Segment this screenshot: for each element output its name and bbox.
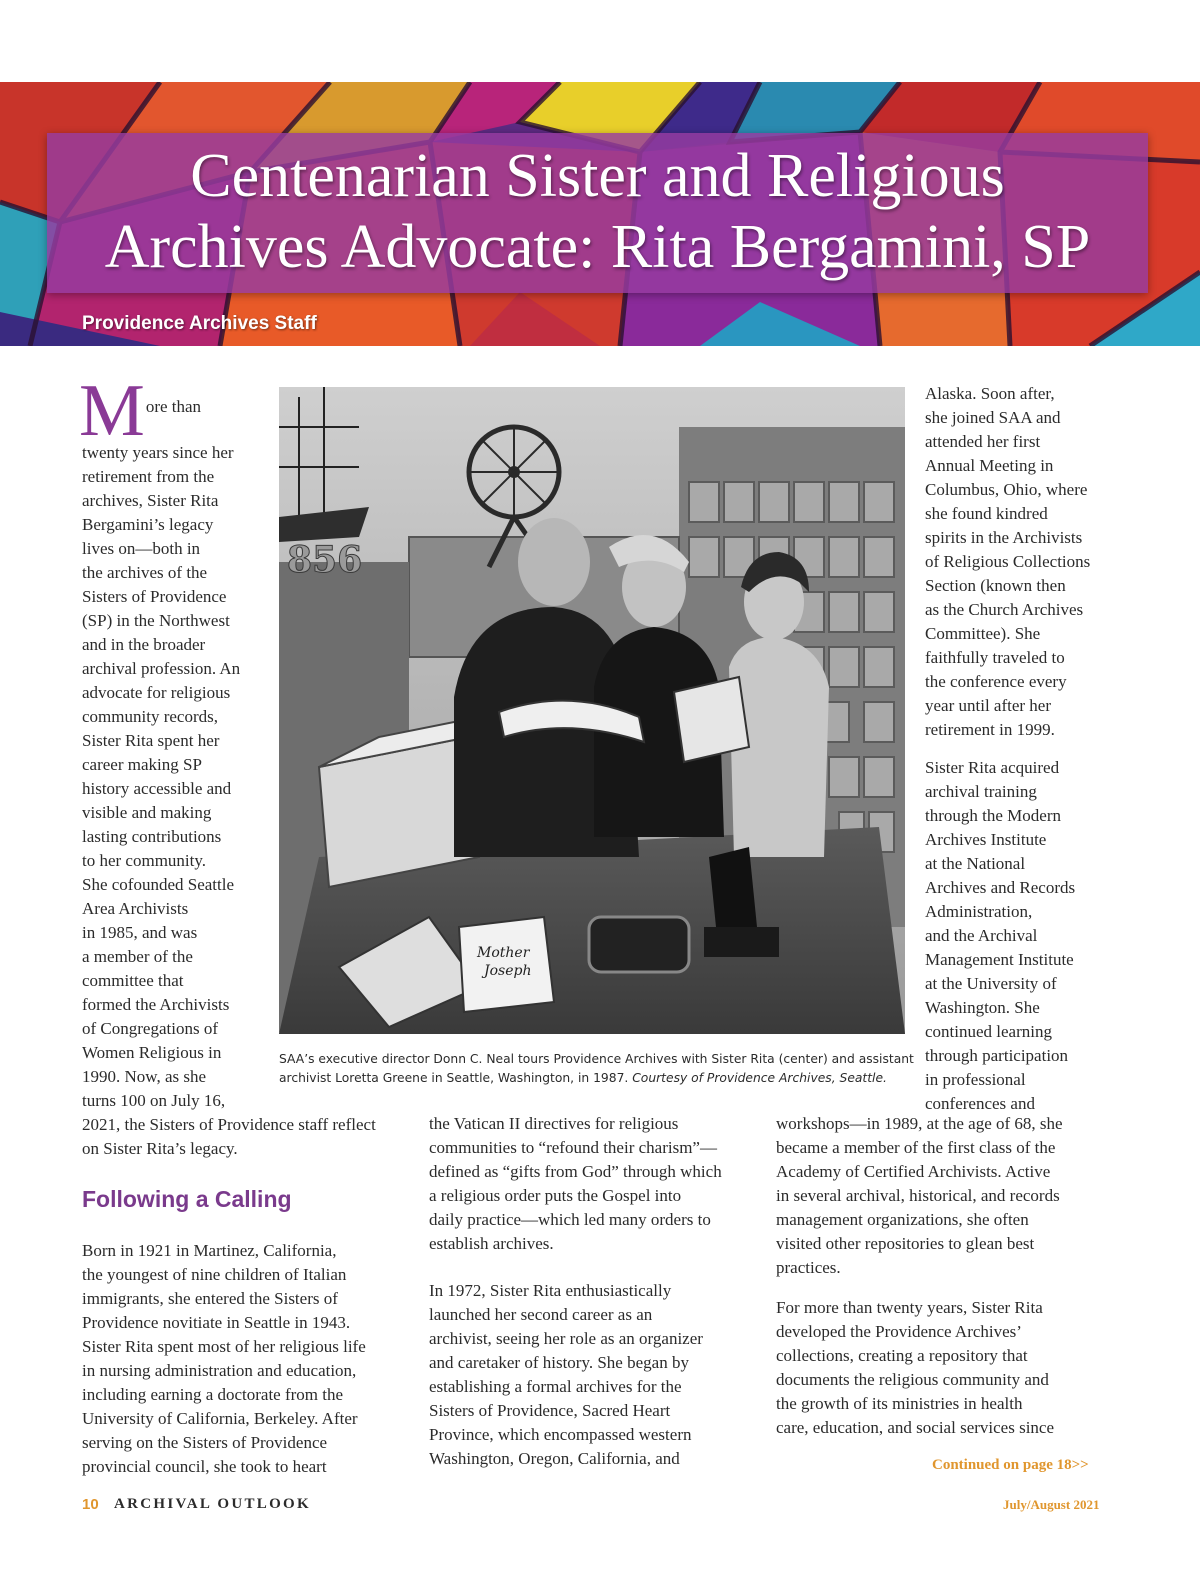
text-line: of Religious Collections — [925, 552, 1091, 571]
text-line: Annual Meeting in — [925, 456, 1054, 475]
text-line: Archives Institute — [925, 830, 1047, 849]
text-line: in nursing administration and education, — [82, 1361, 357, 1380]
text-line: Sister Rita spent her — [82, 731, 220, 750]
text-line: turns 100 on July 16, — [82, 1091, 226, 1110]
text-line: the Vatican II directives for religious — [429, 1114, 679, 1133]
drop-cap: M — [79, 370, 145, 452]
text-line: documents the religious community and — [776, 1370, 1049, 1389]
text-line: community records, — [82, 707, 218, 726]
text-line: Section (known then — [925, 576, 1066, 595]
text-line: and in the broader — [82, 635, 206, 654]
text-line: archival training — [925, 782, 1037, 801]
photo-credit: Courtesy of Providence Archives, Seattle. — [632, 1071, 887, 1085]
byline: Providence Archives Staff — [82, 313, 317, 334]
text-line: care, education, and social services since — [776, 1418, 1055, 1437]
text-line: attended her first — [925, 432, 1041, 451]
text-line: workshops—in 1989, at the age of 68, she — [776, 1114, 1063, 1133]
archive-photo-illustration — [279, 387, 905, 1034]
text-line: lasting contributions — [82, 827, 222, 846]
archive-photo — [279, 387, 905, 1034]
text-line: archives, Sister Rita — [82, 491, 219, 510]
text-line: Alaska. Soon after, — [925, 384, 1055, 403]
text-line: at the University of — [925, 974, 1057, 993]
column2-paragraph-1 — [429, 1112, 764, 1256]
text-line: twenty years since her — [82, 443, 234, 462]
text-line: in professional — [925, 1070, 1026, 1089]
column3-paragraph-3 — [776, 1296, 1116, 1440]
title-line-1: Centenarian Sister and Religious — [190, 142, 1005, 210]
text-line: Bergamini’s legacy — [82, 515, 214, 534]
text-line: of Congregations of — [82, 1019, 218, 1038]
text-line: In 1972, Sister Rita enthusiastically — [429, 1281, 672, 1300]
text-line: Academy of Certified Archivists. Active — [776, 1162, 1051, 1181]
text-line: provincial council, she took to heart — [82, 1457, 327, 1476]
section-heading: Following a Calling — [82, 1186, 292, 1212]
text-line: retirement in 1999. — [925, 720, 1055, 739]
text-line: archivist, seeing her role as an organizer — [429, 1329, 703, 1348]
text-line: Sister Rita acquired — [925, 758, 1060, 777]
text-line: Archives and Records — [925, 878, 1076, 897]
text-line: visible and making — [82, 803, 212, 822]
text-line: retirement from the — [82, 467, 215, 486]
text-line: Sisters of Providence — [82, 587, 227, 606]
text-line: 1990. Now, as she — [82, 1067, 207, 1086]
text-line: collections, creating a repository that — [776, 1346, 1028, 1365]
issue-date: July/August 2021 — [1003, 1497, 1100, 1512]
text-line: in 1985, and was — [82, 923, 198, 942]
text-line: spirits in the Archivists — [925, 528, 1083, 547]
text-line: year until after her — [925, 696, 1052, 715]
text-line: Area Archivists — [82, 899, 189, 918]
caption-text: archivist Loretta Greene in Seattle, Washington, in 1987. — [279, 1071, 633, 1085]
text-line: through participation — [925, 1046, 1069, 1065]
text-line: Providence novitiate in Seattle in 1943. — [82, 1313, 351, 1332]
title-line-2: Archives Advocate: Rita Bergamini, SP — [104, 213, 1091, 281]
text-line: Born in 1921 in Martinez, California, — [82, 1241, 337, 1260]
booklet-title-1: Mother — [477, 945, 530, 961]
text-line: Columbus, Ohio, where — [925, 480, 1088, 499]
following-a-calling-paragraph — [82, 1239, 412, 1479]
text-line: Committee). She — [925, 624, 1041, 643]
publication-name: ARCHIVAL OUTLOOK — [114, 1496, 311, 1512]
text-line: ore than — [145, 397, 202, 416]
caption-line-1: SAA’s executive director Donn C. Neal tours Providence Archives with Sister Rita (center) and assistant — [279, 1052, 914, 1066]
text-line: and caretaker of history. She began by — [429, 1353, 689, 1372]
header-banner — [0, 82, 1200, 346]
caption-line-2 — [279, 1069, 919, 1088]
text-line: the conference every — [925, 672, 1067, 691]
text-line: became a member of the first class of the — [776, 1138, 1056, 1157]
text-line: committee that — [82, 971, 184, 990]
text-line: archival profession. An — [82, 659, 241, 678]
text-line: 2021, the Sisters of Providence staff reflect — [82, 1115, 376, 1134]
text-line: and the Archival — [925, 926, 1038, 945]
text-line: faithfully traveled to — [925, 648, 1065, 667]
text-line: she joined SAA and — [925, 408, 1061, 427]
text-line: Washington. She — [925, 998, 1040, 1017]
ship-number: 856 — [287, 539, 363, 581]
text-line: the youngest of nine children of Italian — [82, 1265, 347, 1284]
text-line: the archives of the — [82, 563, 208, 582]
column2-paragraph-2 — [429, 1279, 764, 1471]
text-line: the growth of its ministries in health — [776, 1394, 1023, 1413]
text-line: including earning a doctorate from the — [82, 1385, 344, 1404]
text-line: developed the Providence Archives’ — [776, 1322, 1022, 1341]
text-line: a member of the — [82, 947, 193, 966]
text-line: to her community. — [82, 851, 207, 870]
column3-paragraph-1 — [925, 382, 1125, 742]
text-line: on Sister Rita’s legacy. — [82, 1139, 238, 1158]
text-line: formed the Archivists — [82, 995, 230, 1014]
text-line: advocate for religious — [82, 683, 231, 702]
text-line: (SP) in the Northwest — [82, 611, 230, 630]
text-line: visited other repositories to glean best — [776, 1234, 1035, 1253]
text-line: Sisters of Providence, Sacred Heart — [429, 1401, 671, 1420]
text-line: daily practice—which led many orders to — [429, 1210, 711, 1229]
text-line: management organizations, she often — [776, 1210, 1029, 1229]
page-number: 10 — [82, 1496, 99, 1513]
text-line: immigrants, she entered the Sisters of — [82, 1289, 338, 1308]
text-line: in several archival, historical, and records — [776, 1186, 1060, 1205]
text-line: communities to “refound their charism”— — [429, 1138, 717, 1157]
text-line: conferences and — [925, 1094, 1035, 1113]
text-line: She cofounded Seattle — [82, 875, 235, 894]
article-title — [47, 141, 1148, 283]
text-line: history accessible and — [82, 779, 232, 798]
text-line: For more than twenty years, Sister Rita — [776, 1298, 1043, 1317]
text-line: continued learning — [925, 1022, 1052, 1041]
text-line: a religious order puts the Gospel into — [429, 1186, 682, 1205]
text-line: as the Church Archives — [925, 600, 1084, 619]
text-line: career making SP — [82, 755, 202, 774]
booklet-title-2: Joseph — [484, 963, 532, 979]
column3-paragraph-2 — [925, 756, 1125, 1116]
text-line: establish archives. — [429, 1234, 554, 1253]
text-line: lives on—both in — [82, 539, 201, 558]
continued-link[interactable]: Continued on page 18>> — [932, 1457, 1089, 1473]
column3-paragraph-2-continued — [776, 1112, 1116, 1280]
text-line: establishing a formal archives for the — [429, 1377, 682, 1396]
photo-caption — [279, 1050, 919, 1088]
text-line: Women Religious in — [82, 1043, 222, 1062]
text-line: practices. — [776, 1258, 841, 1277]
text-line: Sister Rita spent most of her religious life — [82, 1337, 366, 1356]
text-line: University of California, Berkeley. After — [82, 1409, 358, 1428]
title-box — [47, 133, 1148, 293]
text-line: defined as “gifts from God” through which — [429, 1162, 722, 1181]
text-line: at the National — [925, 854, 1026, 873]
text-line: through the Modern — [925, 806, 1061, 825]
text-line: she found kindred — [925, 504, 1048, 523]
text-line: Province, which encompassed western — [429, 1425, 692, 1444]
text-line: Administration, — [925, 902, 1033, 921]
text-line: Washington, Oregon, California, and — [429, 1449, 680, 1468]
text-line: serving on the Sisters of Providence — [82, 1433, 328, 1452]
text-line: launched her second career as an — [429, 1305, 653, 1324]
text-line: Management Institute — [925, 950, 1074, 969]
